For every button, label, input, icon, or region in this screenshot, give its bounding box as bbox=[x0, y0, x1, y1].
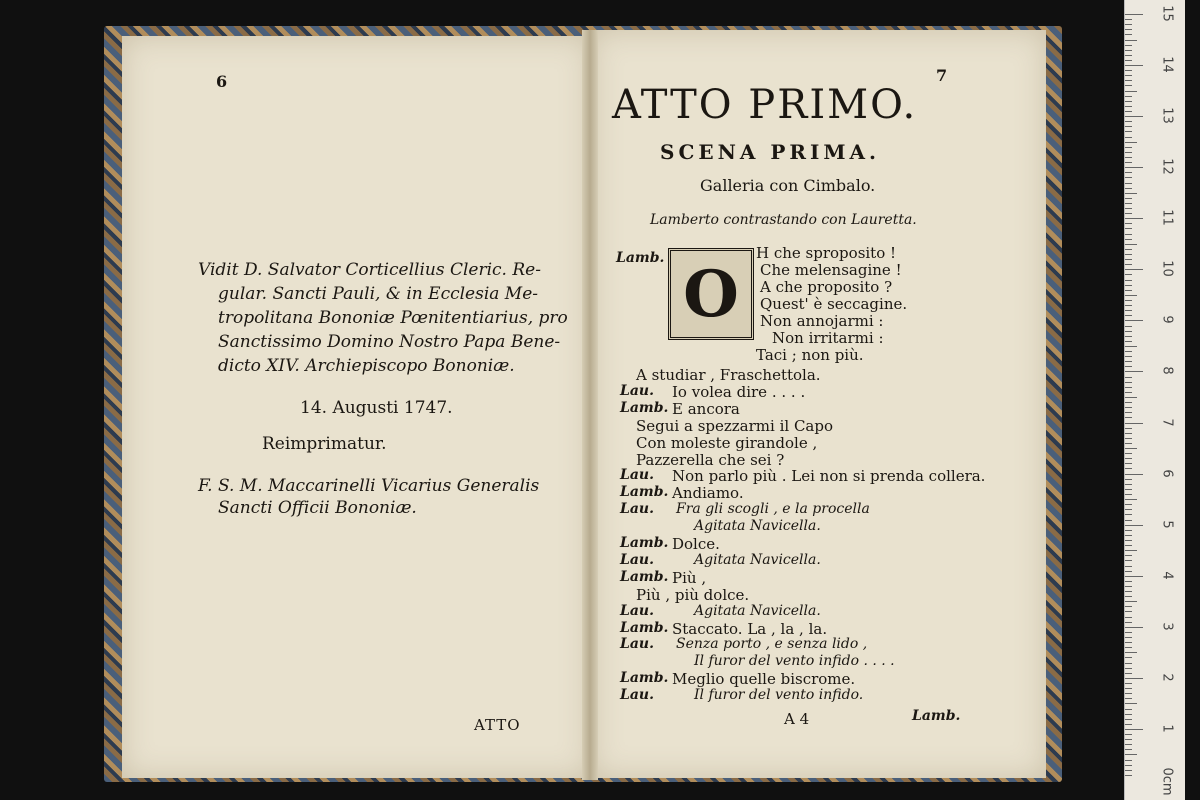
ruler-tick bbox=[1125, 397, 1137, 398]
ruler-number: 4 bbox=[1159, 571, 1175, 580]
verse-line: A che proposito ? bbox=[760, 278, 893, 296]
ruler-number: 1 bbox=[1159, 724, 1175, 733]
ruler-tick bbox=[1125, 96, 1132, 97]
ruler-tick bbox=[1125, 765, 1132, 766]
ruler-tick bbox=[1125, 208, 1132, 209]
ruler-tick bbox=[1125, 65, 1143, 66]
dialogue-line: Io volea dire . . . . bbox=[672, 383, 806, 401]
speaker-label: Lau. bbox=[620, 636, 654, 652]
ruler-number: 7 bbox=[1159, 417, 1175, 427]
ruler-tick bbox=[1125, 479, 1132, 480]
ruler-tick bbox=[1125, 305, 1132, 306]
ruler-tick bbox=[1125, 509, 1132, 510]
ruler-tick bbox=[1125, 550, 1137, 551]
ruler-tick bbox=[1125, 116, 1143, 117]
scene-heading: SCENA PRIMA. bbox=[660, 140, 881, 164]
ruler-tick bbox=[1125, 295, 1137, 296]
ruler-tick bbox=[1125, 617, 1132, 618]
ruler-tick bbox=[1125, 560, 1132, 561]
ruler-tick bbox=[1125, 213, 1132, 214]
ruler-tick bbox=[1125, 126, 1132, 127]
ruler-tick bbox=[1125, 453, 1132, 454]
verse-line: Taci ; non più. bbox=[756, 346, 864, 364]
ruler-tick bbox=[1125, 494, 1132, 495]
dialogue-line: A studiar , Fraschettola. bbox=[636, 366, 821, 384]
dialogue-line: Il furor del vento infido . . . . bbox=[694, 653, 895, 669]
ruler-number: 10 bbox=[1159, 260, 1175, 278]
signature-mark: A 4 bbox=[784, 710, 810, 728]
ruler-tick bbox=[1125, 290, 1132, 291]
dialogue-line: Dolce. bbox=[672, 535, 720, 553]
speaker-label: Lamb. bbox=[620, 535, 669, 551]
ruler-tick bbox=[1125, 474, 1143, 475]
reimprimatur: Reimprimatur. bbox=[262, 434, 387, 454]
ruler-tick bbox=[1125, 540, 1132, 541]
dialogue-line: E ancora bbox=[672, 400, 740, 418]
ruler-tick bbox=[1125, 106, 1132, 107]
verse-line: H che sproposito ! bbox=[756, 244, 897, 262]
ruler-tick bbox=[1125, 622, 1132, 623]
verse-line: Quest' è seccagine. bbox=[760, 295, 908, 313]
dialogue-line: Agitata Navicella. bbox=[694, 552, 821, 568]
ruler-tick bbox=[1125, 606, 1132, 607]
ruler-tick bbox=[1125, 586, 1132, 587]
speaker-label: Lamb. bbox=[620, 484, 669, 500]
ruler-tick bbox=[1125, 142, 1137, 143]
ruler-tick bbox=[1125, 520, 1132, 521]
ruler-tick bbox=[1125, 346, 1137, 347]
ruler-tick bbox=[1125, 218, 1143, 219]
ruler-number: 12 bbox=[1159, 158, 1175, 175]
measuring-ruler bbox=[1124, 0, 1185, 800]
ruler-tick bbox=[1125, 157, 1132, 158]
imprimatur-line: dicto XIV. Archiepiscopo Bononiæ. bbox=[218, 356, 515, 376]
ruler-tick bbox=[1125, 40, 1137, 41]
imprimatur-line: gular. Sancti Pauli, & in Ecclesia Me- bbox=[218, 284, 539, 304]
ruler-tick bbox=[1125, 673, 1132, 674]
ruler-tick bbox=[1125, 535, 1132, 536]
ruler-tick bbox=[1125, 366, 1132, 367]
dialogue-line: Senza porto , e senza lido , bbox=[676, 636, 868, 652]
ruler-tick bbox=[1125, 642, 1132, 643]
ruler-tick bbox=[1125, 601, 1137, 602]
verse-line: Non annojarmi : bbox=[760, 312, 884, 330]
ruler-tick bbox=[1125, 709, 1132, 710]
ruler-tick bbox=[1125, 775, 1132, 776]
ruler-tick bbox=[1125, 259, 1132, 260]
ruler-tick bbox=[1125, 581, 1132, 582]
ruler-tick bbox=[1125, 463, 1132, 464]
imprimatur-line: tropolitana Bononiæ Pœnitentiarius, pro bbox=[218, 308, 568, 328]
speaker-label: Lau. bbox=[620, 383, 654, 399]
dialogue-line: Andiamo. bbox=[672, 484, 744, 502]
speaker-label: Lau. bbox=[620, 552, 654, 568]
ruler-tick bbox=[1125, 55, 1132, 56]
ruler-tick bbox=[1125, 172, 1132, 173]
ruler-number: 9 bbox=[1159, 315, 1175, 325]
speaker-label: Lau. bbox=[620, 467, 654, 483]
ruler-tick bbox=[1125, 499, 1137, 500]
imprimatur-line: Vidit D. Salvator Corticellius Cleric. Re- bbox=[198, 260, 541, 280]
imprimatur-date: 14. Augusti 1747. bbox=[300, 398, 453, 418]
ruler-tick bbox=[1125, 177, 1132, 178]
ruler-tick bbox=[1125, 438, 1132, 439]
speaker-label: Lamb. bbox=[620, 400, 669, 416]
ruler-tick bbox=[1125, 356, 1132, 357]
ruler-tick bbox=[1125, 244, 1137, 245]
ruler-tick bbox=[1125, 315, 1132, 316]
ruler-tick bbox=[1125, 269, 1143, 270]
ruler-tick bbox=[1125, 101, 1132, 102]
ruler-tick bbox=[1125, 310, 1132, 311]
ruler-tick bbox=[1125, 188, 1132, 189]
ruler-tick bbox=[1125, 719, 1132, 720]
ruler-tick bbox=[1125, 760, 1132, 761]
ruler-tick bbox=[1125, 545, 1132, 546]
ruler-tick bbox=[1125, 300, 1132, 301]
ruler-tick bbox=[1125, 111, 1132, 112]
ruler-tick bbox=[1125, 729, 1143, 730]
act-title: ATTO PRIMO. bbox=[612, 82, 918, 128]
ruler-tick bbox=[1125, 239, 1132, 240]
ruler-tick bbox=[1125, 683, 1132, 684]
ruler-tick bbox=[1125, 632, 1132, 633]
ruler-tick bbox=[1125, 739, 1132, 740]
ruler-tick bbox=[1125, 234, 1132, 235]
ruler-tick bbox=[1125, 611, 1132, 612]
left-page-number: 6 bbox=[216, 72, 228, 91]
right-catchword: Lamb. bbox=[912, 708, 961, 724]
ruler-tick bbox=[1125, 734, 1132, 735]
ruler-tick bbox=[1125, 285, 1132, 286]
ruler-tick bbox=[1125, 377, 1132, 378]
ruler-tick bbox=[1125, 663, 1132, 664]
ruler-tick bbox=[1125, 131, 1132, 132]
speaker-label: Lau. bbox=[620, 687, 654, 703]
ruler-number: 14 bbox=[1159, 56, 1175, 73]
ruler-tick bbox=[1125, 627, 1143, 628]
dialogue-line: Agitata Navicella. bbox=[694, 603, 821, 619]
dialogue-line: Segui a spezzarmi il Capo bbox=[636, 417, 833, 435]
ruler-tick bbox=[1125, 167, 1143, 168]
ruler-tick bbox=[1125, 744, 1132, 745]
ruler-tick bbox=[1125, 402, 1132, 403]
ruler-tick bbox=[1125, 637, 1132, 638]
ruler-tick bbox=[1125, 254, 1132, 255]
ruler-tick bbox=[1125, 525, 1143, 526]
ruler-tick bbox=[1125, 24, 1132, 25]
speaker-label: Lamb. bbox=[616, 250, 665, 266]
ruler-tick bbox=[1125, 458, 1132, 459]
ruler-tick bbox=[1125, 280, 1132, 281]
verse-line: Non irritarmi : bbox=[772, 329, 884, 347]
ruler-tick bbox=[1125, 223, 1132, 224]
ruler-number: 11 bbox=[1159, 209, 1175, 227]
dialogue-line: Pazzerella che sei ? bbox=[636, 451, 785, 469]
ruler-tick bbox=[1125, 698, 1132, 699]
dialogue-line: Fra gli scogli , e la procella bbox=[676, 501, 870, 517]
ruler-tick bbox=[1125, 331, 1132, 332]
ruler-number: 2 bbox=[1159, 673, 1175, 682]
ruler-tick bbox=[1125, 652, 1137, 653]
ruler-tick bbox=[1125, 203, 1132, 204]
dialogue-line: Non parlo più . Lei non si prenda collera. bbox=[672, 467, 986, 485]
ruler-tick bbox=[1125, 228, 1132, 229]
ruler-tick bbox=[1125, 591, 1132, 592]
ruler-tick bbox=[1125, 428, 1132, 429]
dialogue-line: Con moleste girandole , bbox=[636, 434, 818, 452]
ruler-tick bbox=[1125, 137, 1132, 138]
ruler-tick bbox=[1125, 749, 1132, 750]
ruler-tick bbox=[1125, 571, 1132, 572]
ruler-tick bbox=[1125, 423, 1143, 424]
ruler-tick bbox=[1125, 489, 1132, 490]
speaker-label: Lamb. bbox=[620, 620, 669, 636]
ruler-tick bbox=[1125, 45, 1132, 46]
ruler-tick bbox=[1125, 448, 1137, 449]
ruler-tick bbox=[1125, 576, 1143, 577]
ruler-tick bbox=[1125, 770, 1132, 771]
ruler-tick bbox=[1125, 14, 1143, 15]
ruler-tick bbox=[1125, 468, 1132, 469]
ruler-tick bbox=[1125, 249, 1132, 250]
ruler-tick bbox=[1125, 264, 1132, 265]
ornamental-drop-cap: O bbox=[668, 248, 754, 340]
dialogue-line: Più , bbox=[672, 569, 707, 587]
ruler-tick bbox=[1125, 320, 1143, 321]
ruler-tick bbox=[1125, 193, 1137, 194]
ruler-tick bbox=[1125, 34, 1132, 35]
ruler-tick bbox=[1125, 443, 1132, 444]
verse-line: Che melensagine ! bbox=[760, 261, 902, 279]
ruler-number: 3 bbox=[1159, 622, 1175, 631]
ruler-tick bbox=[1125, 152, 1132, 153]
ruler-tick bbox=[1125, 566, 1132, 567]
speaker-label: Lau. bbox=[620, 603, 654, 619]
dialogue-line: Più , più dolce. bbox=[636, 586, 750, 604]
speaker-label: Lamb. bbox=[620, 670, 669, 686]
ruler-tick bbox=[1125, 274, 1132, 275]
imprimatur-line: Sanctissimo Domino Nostro Papa Bene- bbox=[218, 332, 561, 352]
speaker-label: Lamb. bbox=[620, 569, 669, 585]
right-page-number: 7 bbox=[936, 66, 948, 85]
ruler-tick bbox=[1125, 351, 1132, 352]
book-gutter bbox=[582, 30, 598, 780]
ruler-tick bbox=[1125, 50, 1132, 51]
ruler-tick bbox=[1125, 382, 1132, 383]
ruler-tick bbox=[1125, 91, 1137, 92]
ruler-number: 6 bbox=[1159, 468, 1175, 478]
ruler-tick bbox=[1125, 555, 1132, 556]
ruler-number: 8 bbox=[1159, 366, 1175, 376]
ruler-tick bbox=[1125, 60, 1132, 61]
ruler-tick bbox=[1125, 392, 1132, 393]
ruler-tick bbox=[1125, 714, 1132, 715]
ruler-tick bbox=[1125, 147, 1132, 148]
ruler-tick bbox=[1125, 412, 1132, 413]
ruler-tick bbox=[1125, 407, 1132, 408]
ruler-tick bbox=[1125, 361, 1132, 362]
ruler-tick bbox=[1125, 703, 1137, 704]
dialogue-line: Staccato. La , la , la. bbox=[672, 620, 828, 638]
ruler-number: 13 bbox=[1159, 107, 1175, 124]
ruler-tick bbox=[1125, 596, 1132, 597]
ruler-tick bbox=[1125, 668, 1132, 669]
ruler-tick bbox=[1125, 433, 1132, 434]
dialogue-line: Agitata Navicella. bbox=[694, 518, 821, 534]
ruler-tick bbox=[1125, 387, 1132, 388]
dialogue-line: Il furor del vento infido. bbox=[694, 687, 864, 703]
ruler-tick bbox=[1125, 29, 1132, 30]
ruler-tick bbox=[1125, 530, 1132, 531]
ruler-tick bbox=[1125, 70, 1132, 71]
ruler-tick bbox=[1125, 647, 1132, 648]
ruler-tick bbox=[1125, 754, 1137, 755]
ruler-tick bbox=[1125, 688, 1132, 689]
ruler-tick bbox=[1125, 341, 1132, 342]
ruler-number: 0cm bbox=[1159, 767, 1175, 796]
ruler-tick bbox=[1125, 514, 1132, 515]
ruler-tick bbox=[1125, 417, 1132, 418]
ruler-tick bbox=[1125, 484, 1132, 485]
dialogue-line: Meglio quelle biscrome. bbox=[672, 670, 856, 688]
ruler-tick bbox=[1125, 162, 1132, 163]
speaker-label: Lau. bbox=[620, 501, 654, 517]
ruler-tick bbox=[1125, 724, 1132, 725]
ruler-tick bbox=[1125, 80, 1132, 81]
ruler-tick bbox=[1125, 504, 1132, 505]
ruler-tick bbox=[1125, 371, 1143, 372]
ruler-tick bbox=[1125, 678, 1143, 679]
ruler-tick bbox=[1125, 693, 1132, 694]
ruler-tick bbox=[1125, 198, 1132, 199]
ruler-tick bbox=[1125, 336, 1132, 337]
ruler-tick bbox=[1125, 326, 1132, 327]
ruler-tick bbox=[1125, 121, 1132, 122]
stage-direction: Lamberto contrastando con Lauretta. bbox=[650, 212, 917, 228]
left-catchword: ATTO bbox=[474, 716, 521, 734]
signature-line: F. S. M. Maccarinelli Vicarius Generalis bbox=[198, 476, 540, 496]
ruler-tick bbox=[1125, 75, 1132, 76]
ruler-number: 5 bbox=[1159, 520, 1175, 529]
ruler-tick bbox=[1125, 85, 1132, 86]
scene-setting: Galleria con Cimbalo. bbox=[700, 176, 876, 195]
signature-line: Sancti Officii Bononiæ. bbox=[218, 498, 417, 518]
ruler-tick bbox=[1125, 183, 1132, 184]
ruler-number: 15 bbox=[1159, 5, 1175, 22]
ruler-tick bbox=[1125, 657, 1132, 658]
ruler-tick bbox=[1125, 19, 1132, 20]
